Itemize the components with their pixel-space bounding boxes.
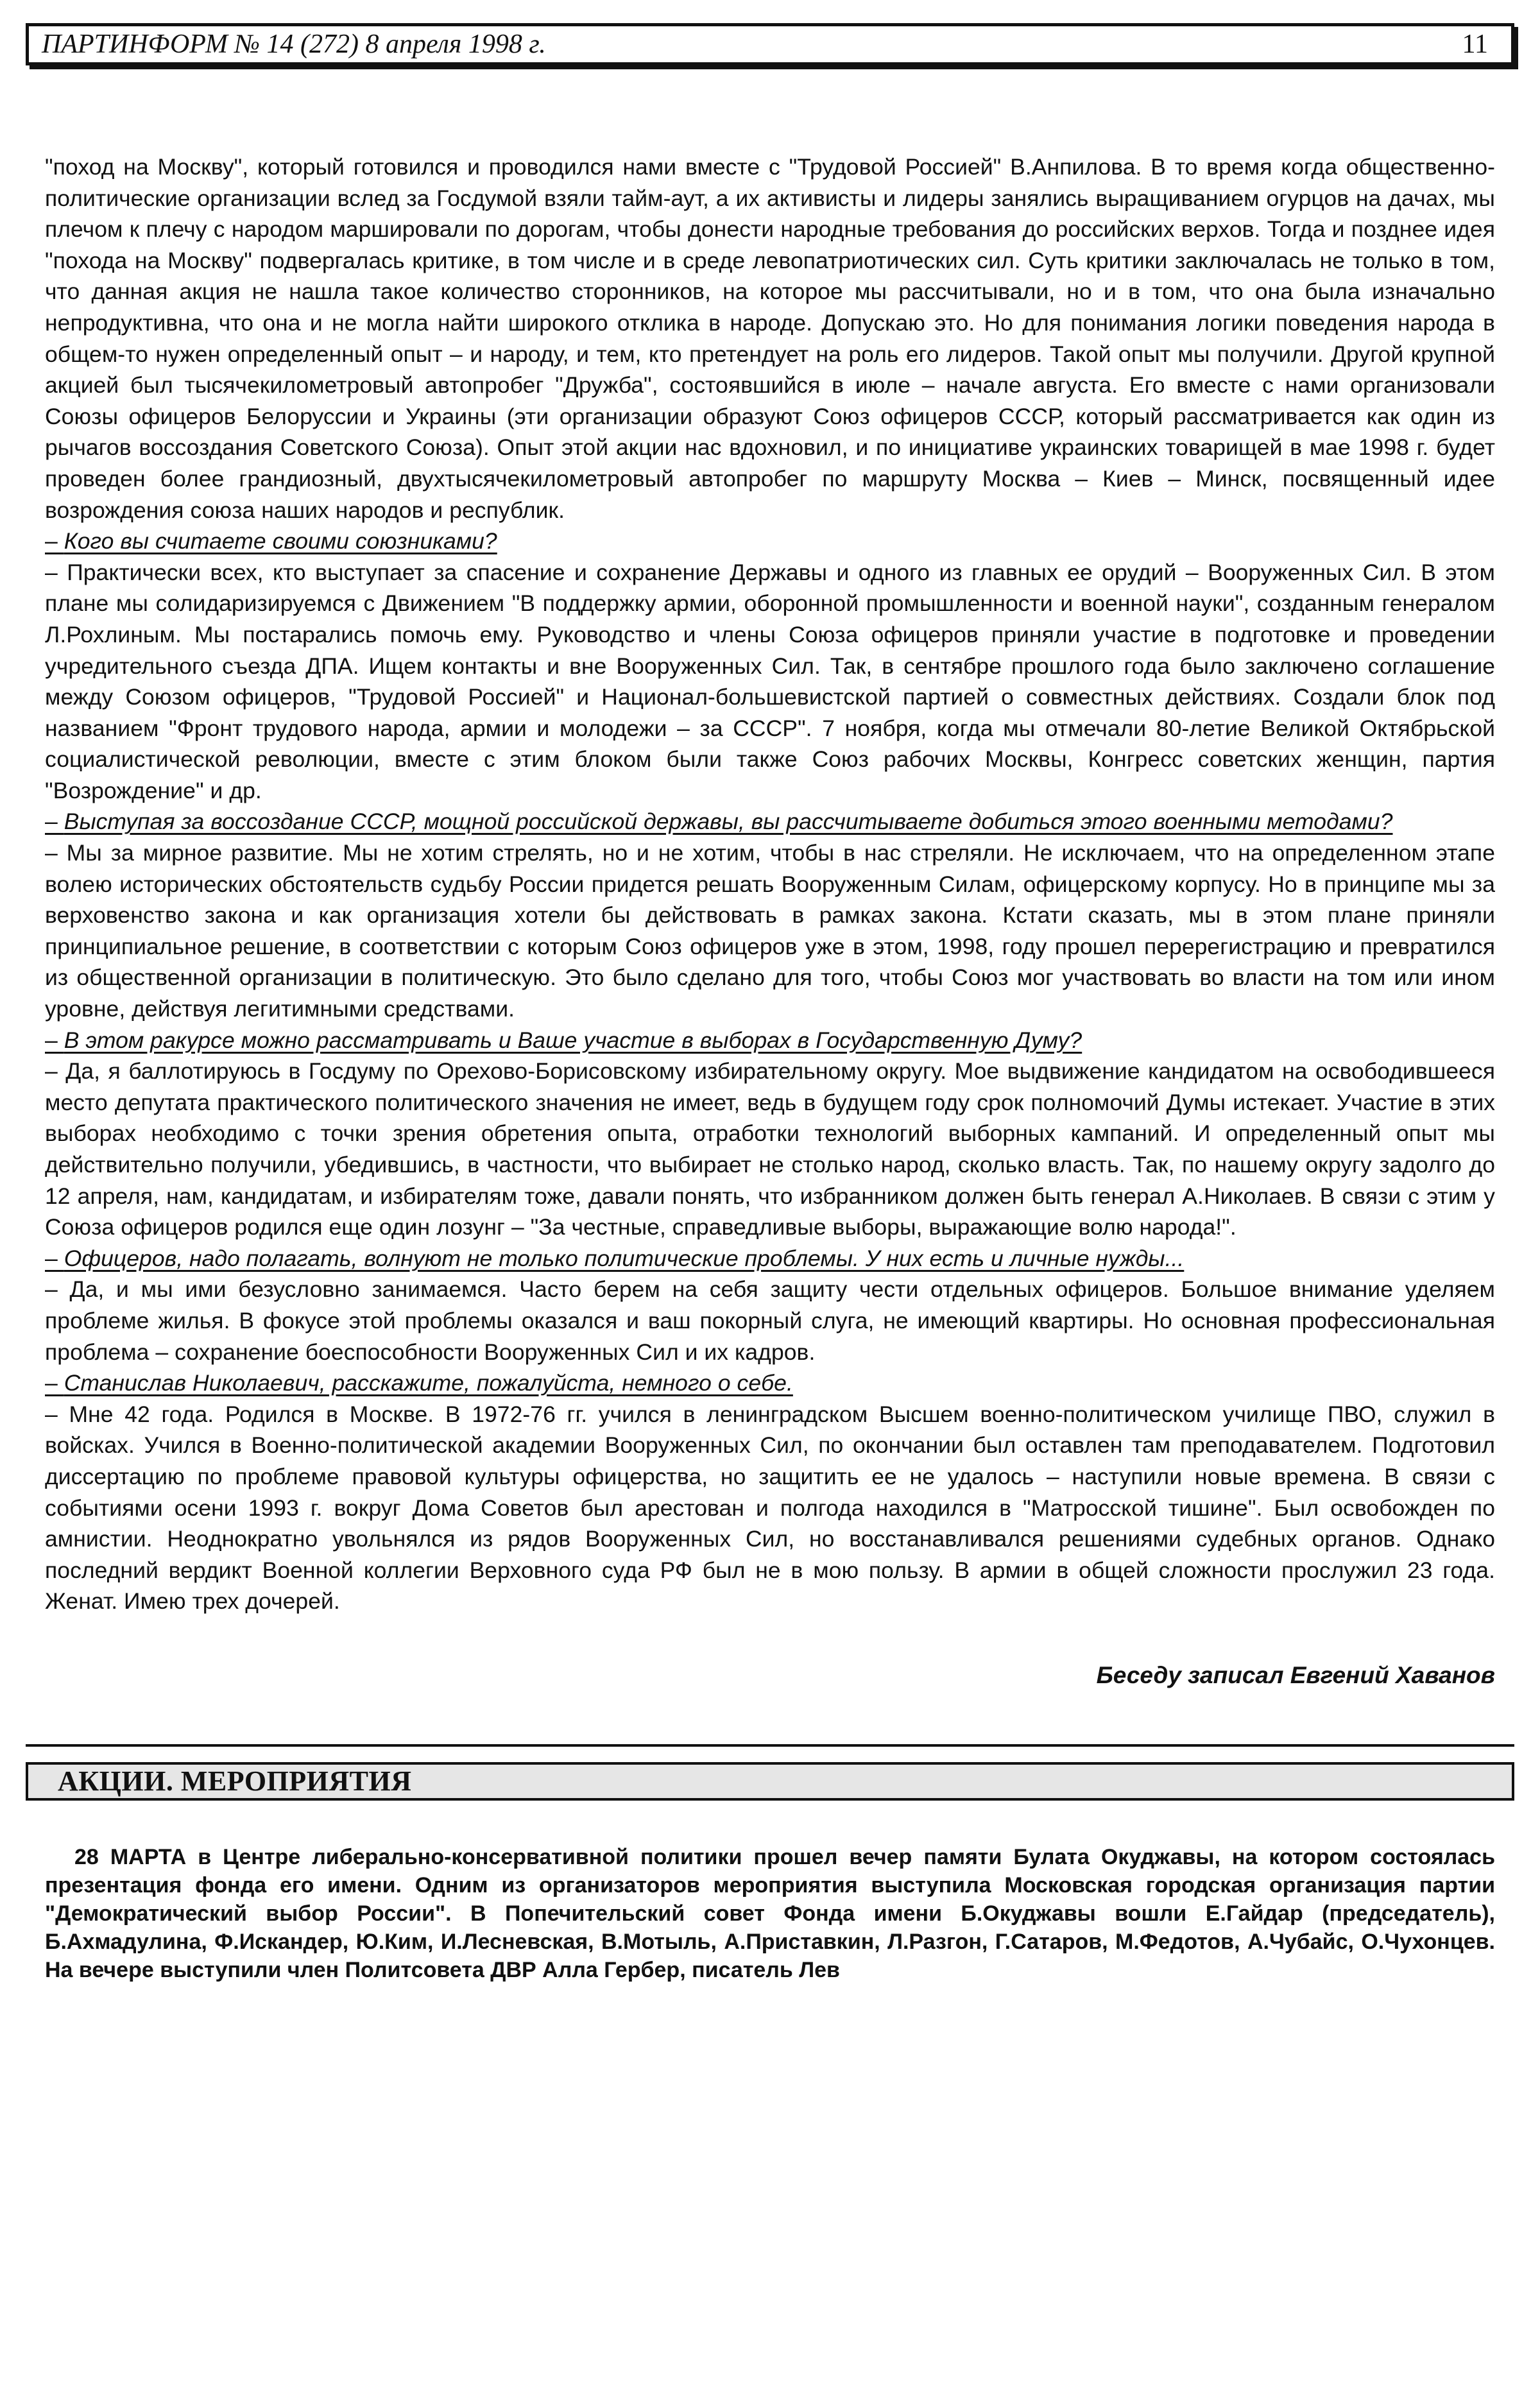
page-header — [26, 23, 1514, 65]
page-number: 11 — [1462, 30, 1488, 59]
question-paragraph: – Станислав Николаевич, расскажите, пожалуйста, немного о себе. — [45, 1370, 793, 1396]
section-title: АКЦИИ. МЕРОПРИЯТИЯ — [58, 1765, 412, 1797]
section-divider — [26, 1744, 1514, 1747]
answer-paragraph: – Да, я баллотируюсь в Госдуму по Орехово-Борисовскому избирательному округу. Мое выдвижение кандидатом на освободившееся место депутата практического политического значения не имеет, ведь в будущем году срок полномочий Думы истекает. Участие в этих выборах необходимо с точки зрения обретения опыта, отработки технологий выборных кампаний. И определенный опыт мы действительно получили, убедившись, в частности, что выбирает не столько народ, сколько власть. Так, по нашему округу задолго до 12 апреля, нам, кандидатам, и избирателям тоже, давали понять, что избранником должен быть генерал А.Николаев. В связи с этим у Союза офицеров родился еще один лозунг – "За честные, справедливые выборы, выражающие волю народа!". — [45, 1058, 1495, 1240]
header-title: ПАРТИНФОРМ № 14 (272) 8 апреля 1998 г. — [42, 30, 546, 59]
article-signature: Беседу записал Евгений Хаванов — [1096, 1661, 1495, 1688]
interview-article — [26, 151, 1514, 1617]
question-text: Выступая за воссоздание СССР, мощной российской державы, вы рассчитываете добиться этого военными методами? — [64, 809, 1393, 835]
question-paragraph: – Кого вы считаете своими союзниками? — [45, 528, 497, 554]
question-text: Кого вы считаете своими союзниками? — [64, 528, 497, 554]
question-text: В этом ракурсе можно рассматривать и Ваше участие в выборах в Государственную Думу? — [64, 1027, 1082, 1053]
answer-paragraph: – Да, и мы ими безусловно занимаемся. Часто берем на себя защиту чести отдельных офицеров. Большое внимание уделяем проблеме жилья. В фокусе этой проблемы оказался и ваш покорный слуга, не имеющий квартиры. Но основная профессиональная проблема – сохранение боеспособности Вооруженных Сил и их кадров. — [45, 1276, 1495, 1365]
answer-paragraph: – Практически всех, кто выступает за спасение и сохранение Державы и одного из главных ее орудий – Вооруженных Сил. В этом плане мы солидаризируемся с Движением "В поддержку армии, оборонной промышленности и военной науки", созданным генералом Л.Рохлиным. Мы постарались помочь ему. Руководство и члены Союза офицеров приняли участие в подготовке и проведении учредительного съезда ДПА. Ищем контакты и вне Вооруженных Сил. Так, в сентябре прошлого года было заключено соглашение между Союзом офицеров, "Трудовой Россией" и Национал-большевистской партией о совместных действиях. Создали блок под названием "Фронт трудового народа, армии и молодежи – за СССР". 7 ноября, когда мы отмечали 80-летие Великой Октябрьской социалистической революции, вместе с этим блоком были также Союз рабочих Москвы, Конгресс советских женщин, партия "Возрождение" и др. — [45, 559, 1495, 803]
question-paragraph: – Выступая за воссоздание СССР, мощной российской державы, вы рассчитываете добиться этого военными методами? — [45, 809, 1393, 835]
question-text: Офицеров, надо полагать, волнуют не только политические проблемы. У них есть и личные нужды... — [64, 1245, 1185, 1271]
answer-paragraph: "поход на Москву", который готовился и проводился нами вместе с "Трудовой Россией" В.Анпилова. В то время когда общественно-политические организации вслед за Госдумой взяли тайм-аут, а их активисты и лидеры занялись выращиванием огурцов на дачах, мы плечом к плечу с народом маршировали по дорогам, чтобы донести народные требования до российских верхов. Тогда и позднее идея "похода на Москву" подвергалась критике, в том числе и в среде левопатриотических сил. Суть критики заключалась не только в том, что данная акция не нашла такое количество сторонников, на которое мы рассчитывали, но и в том, что она была изначально непродуктивна, что она и не могла найти широкого отклика в народе. Допускаю это. Но для понимания логики поведения народа в общем-то нужен определенный опыт – и народу, и тем, кто претендует на роль его лидеров. Такой опыт мы получили. Другой крупной акцией был тысячекилометровый автопробег "Дружба", состоявшийся в июле – начале августа. Его вместе с нами организовали Союзы офицеров Белоруссии и Украины (эти организации образуют Союз офицеров СССР, который рассматривается как один из рычагов воссоздания Советского Союза). Опыт этой акции нас вдохновил, и по инициативе украинских товарищей в мае 1998 г. будет проведен более грандиозный, двухтысячекилометровый автопробег по маршруту Москва – Киев – Минск, посвященный идее возрождения союза наших народов и республик. — [45, 154, 1495, 523]
question-paragraph: – Офицеров, надо полагать, волнуют не только политические проблемы. У них есть и личные нужды... — [45, 1245, 1185, 1271]
event-notice — [26, 1843, 1514, 1984]
answer-paragraph: – Мы за мирное развитие. Мы не хотим стрелять, но и не хотим, чтобы в нас стреляли. Не исключаем, что на определенном этапе волею исторических обстоятельств судьбу России придется решать Вооруженным Силам, офицерскому корпусу. Но в принципе мы за верховенство закона и как организация хотели бы действовать в рамках закона. Кстати сказать, мы в этом плане приняли принципиальное решение, в соответствии с которым Союз офицеров уже в этом, 1998, году прошел перерегистрацию и превратился из общественной организации в политическую. Это было сделано для того, чтобы Союз мог участвовать во власти на том или ином уровне, действуя легитимными средствами. — [45, 840, 1495, 1022]
event-text: 28 МАРТА в Центре либерально-консервативной политики прошел вечер памяти Булата Окуджавы, на котором состоялась презентация фонда его имени. Одним из организаторов мероприятия выступила Московская городская организация партии "Демократический выбор России". В Попечительский совет Фонда имени Б.Окуджавы вошли Е.Гайдар (председатель), Б.Ахмадулина, Ф.Искандер, Ю.Ким, И.Лесневская, В.Мотыль, А.Приставкин, Л.Разгон, Г.Сатаров, М.Федотов, А.Чубайс, О.Чухонцев. На вечере выступили член Политсовета ДВР Алла Гербер, писатель Лев — [45, 1844, 1495, 1982]
question-text: Станислав Николаевич, расскажите, пожалуйста, немного о себе. — [64, 1370, 793, 1396]
question-paragraph: – В этом ракурсе можно рассматривать и Ваше участие в выборах в Государственную Думу? — [45, 1027, 1082, 1053]
section-heading — [26, 1762, 1514, 1801]
newspaper-page — [26, 23, 1514, 1984]
answer-paragraph: – Мне 42 года. Родился в Москве. В 1972-76 гг. учился в ленинградском Высшем военно-политическом училище ПВО, служил в войсках. Учился в Военно-политической академии Вооруженных Сил, по окончании был оставлен там преподавателем. Подготовил диссертацию по проблеме правовой культуры офицерства, но защитить ее не удалось – наступили новые времена. В связи с событиями осени 1993 г. вокруг Дома Советов был арестован и полгода находился в "Матросской тишине". Был освобожден по амнистии. Неоднократно увольнялся из рядов Вооруженных Сил, но восстанавливался решениями судебных органов. Однако последний вердикт Военной коллегии Верховного суда РФ был не в мою пользу. В армии в общей сложности прослужил 23 года. Женат. Имею трех дочерей. — [45, 1401, 1495, 1615]
